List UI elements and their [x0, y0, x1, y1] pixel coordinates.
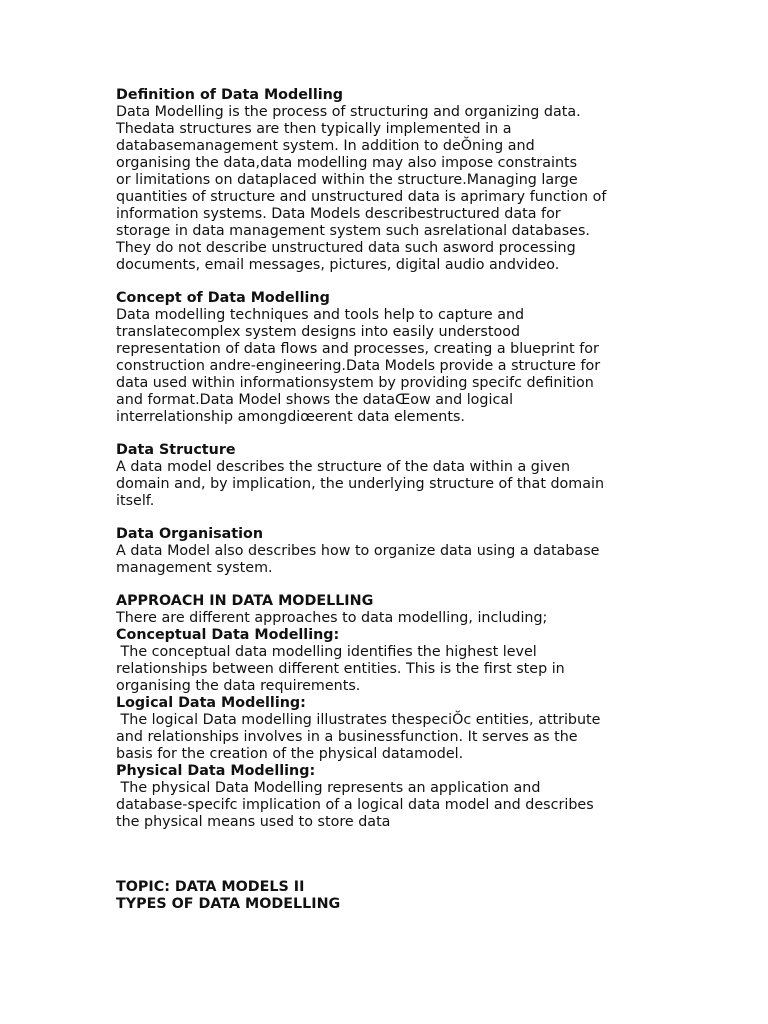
- paragraph-line: organising the data requirements.: [116, 678, 361, 694]
- paragraph-line: interrelationship amongdiœerent data elements.: [116, 409, 465, 425]
- section-spacer: [116, 831, 676, 879]
- paragraph-line: organising the data,data modelling may also impose constraints: [116, 155, 578, 171]
- paragraph-line: Thedata structures are then typically implemented in a: [116, 121, 512, 137]
- section-concept: [116, 290, 676, 426]
- subsection-heading: Conceptual Data Modelling:: [116, 627, 340, 643]
- topic-subheading: TYPES OF DATA MODELLING: [116, 896, 341, 912]
- section-heading: Concept of Data Modelling: [116, 290, 330, 306]
- paragraph-spacer: [116, 274, 676, 290]
- paragraph-line: construction andre-engineering.Data Models provide a structure for: [116, 358, 601, 374]
- paragraph-line: The physical Data Modelling represents an application and: [116, 780, 541, 796]
- topic-heading: TOPIC: DATA MODELS II: [116, 879, 305, 895]
- paragraph-line: The logical Data modelling illustrates thespeciŎc entities, attribute: [116, 712, 601, 728]
- paragraph-line: Data Modelling is the process of structuring and organizing data.: [116, 104, 581, 120]
- paragraph-line: A data model describes the structure of the data within a given: [116, 459, 571, 475]
- section-data-structure: [116, 442, 676, 510]
- paragraph-line: A data Model also describes how to organize data using a database: [116, 543, 600, 559]
- paragraph-line: relationships between different entities. This is the first step in: [116, 661, 565, 677]
- paragraph-line: representation of data flows and processes, creating a blueprint for: [116, 341, 599, 357]
- section-definition: [116, 87, 676, 274]
- paragraph-line: domain and, by implication, the underlying structure of that domain: [116, 476, 605, 492]
- section-heading: Definition of Data Modelling: [116, 87, 344, 103]
- paragraph-line: itself.: [116, 493, 155, 509]
- paragraph-line: storage in data management system such asrelational databases.: [116, 223, 590, 239]
- section-heading: APPROACH IN DATA MODELLING: [116, 593, 374, 609]
- paragraph-line: and relationships involves in a businessfunction. It serves as the: [116, 729, 578, 745]
- paragraph-line: translatecomplex system designs into easily understood: [116, 324, 521, 340]
- paragraph-spacer: [116, 426, 676, 442]
- paragraph-line: information systems. Data Models describestructured data for: [116, 206, 561, 222]
- section-approach: [116, 593, 676, 831]
- document-page: [116, 87, 676, 913]
- paragraph-line: The conceptual data modelling identifies the highest level: [116, 644, 537, 660]
- paragraph-line: They do not describe unstructured data such asword processing: [116, 240, 576, 256]
- section-topic: [116, 879, 676, 913]
- paragraph-line: databasemanagement system. In addition to deŎning and: [116, 138, 535, 154]
- section-data-organisation: [116, 526, 676, 577]
- section-heading: Data Organisation: [116, 526, 264, 542]
- paragraph-spacer: [116, 577, 676, 593]
- section-heading: Data Structure: [116, 442, 236, 458]
- paragraph-line: the physical means used to store data: [116, 814, 391, 830]
- paragraph-spacer: [116, 510, 676, 526]
- paragraph-line: and format.Data Model shows the dataŒow and logical: [116, 392, 514, 408]
- subsection-heading: Physical Data Modelling:: [116, 763, 316, 779]
- paragraph-line: management system.: [116, 560, 273, 576]
- paragraph-line: basis for the creation of the physical datamodel.: [116, 746, 464, 762]
- subsection-heading: Logical Data Modelling:: [116, 695, 306, 711]
- paragraph-line: data used within informationsystem by providing specifc definition: [116, 375, 594, 391]
- paragraph-line: database-specifc implication of a logical data model and describes: [116, 797, 594, 813]
- paragraph-line: Data modelling techniques and tools help to capture and: [116, 307, 525, 323]
- paragraph-line: documents, email messages, pictures, digital audio andvideo.: [116, 257, 560, 273]
- paragraph-line: quantities of structure and unstructured data is aprimary function of: [116, 189, 607, 205]
- paragraph-line: or limitations on dataplaced within the structure.Managing large: [116, 172, 578, 188]
- paragraph-line: There are different approaches to data modelling, including;: [116, 610, 548, 626]
